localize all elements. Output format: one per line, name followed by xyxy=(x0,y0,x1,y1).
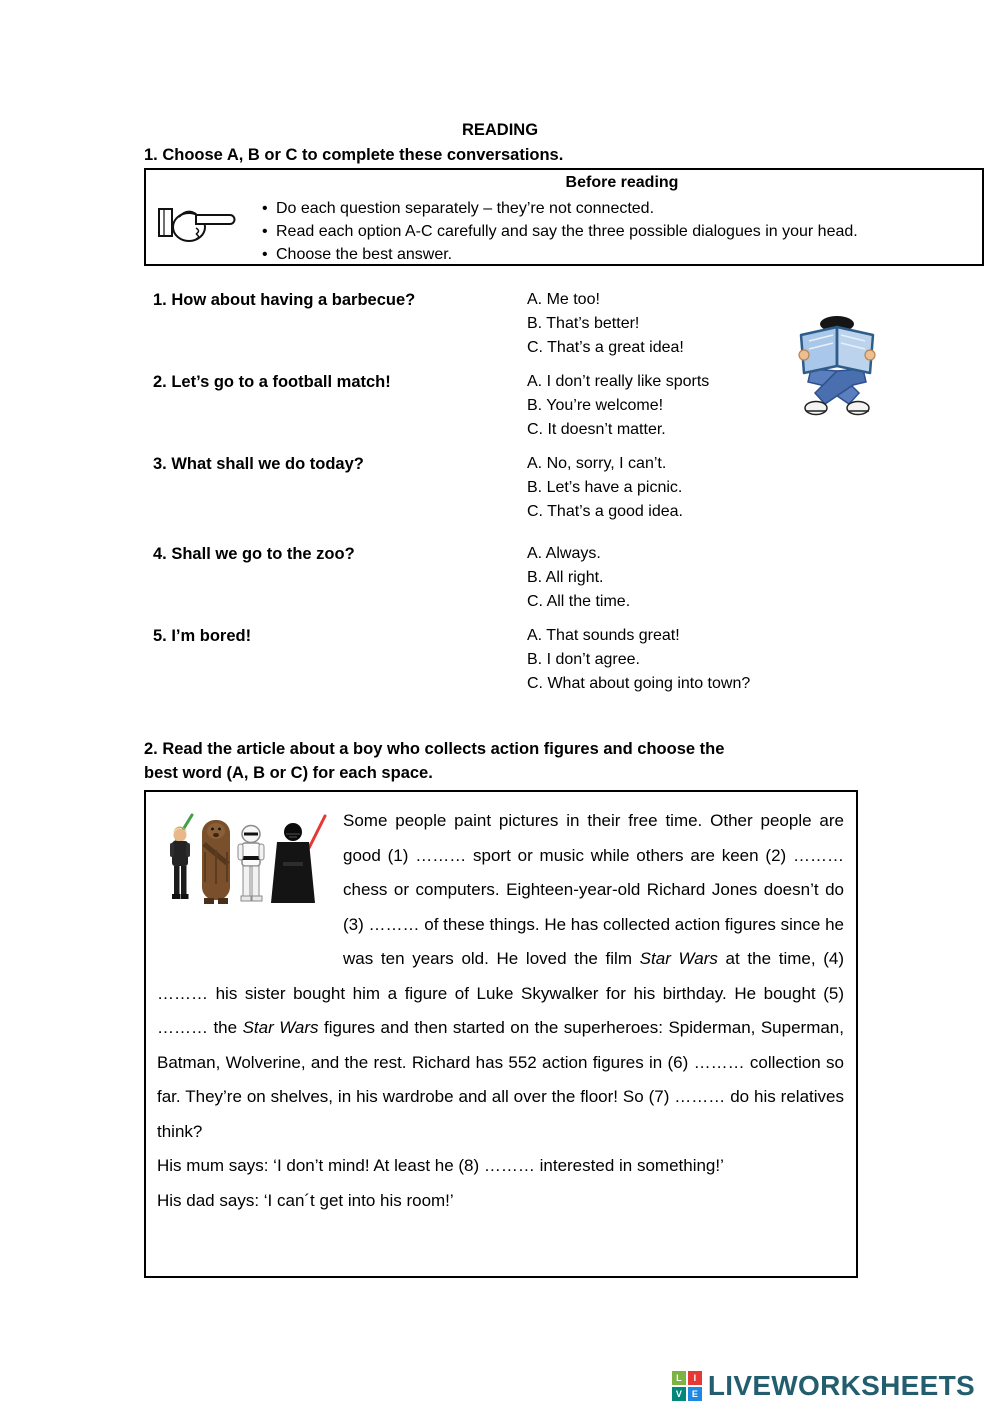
questions-list xyxy=(153,288,873,706)
question-block xyxy=(153,452,873,524)
question-options xyxy=(527,288,684,360)
option-item: A. That sounds great! xyxy=(527,627,680,644)
bullet-item: • Read each option A-C carefully and say the three possible dialogues in your head. xyxy=(262,220,972,243)
article-mum-line: His mum says: ‘I don’t mind! At least he (8) ……… interested in something!’ xyxy=(157,1156,724,1175)
option-item: C. It doesn’t matter. xyxy=(527,421,666,438)
logo-square: E xyxy=(688,1387,702,1401)
option-item: C. What about going into town? xyxy=(527,675,751,692)
question-text: 4. Shall we go to the zoo? xyxy=(153,545,355,563)
option-item: A. No, sorry, I can’t. xyxy=(527,455,667,472)
article-segment-italic: Star Wars xyxy=(242,1018,319,1037)
bullet-item: • Do each question separately – they’re not connected. xyxy=(262,197,972,220)
option-item: A. I don’t really like sports xyxy=(527,373,710,390)
question-text: 1. How about having a barbecue? xyxy=(153,291,416,309)
question-block xyxy=(153,542,873,614)
before-reading-bullets xyxy=(262,197,972,267)
star-wars-action-figures-image xyxy=(157,804,335,969)
child-reading-book-illustration xyxy=(793,310,881,422)
question-block xyxy=(153,624,873,696)
question-text: 2. Let’s go to a football match! xyxy=(153,373,391,391)
option-item: A. Me too! xyxy=(527,291,600,308)
article-dad-line: His dad says: ‘I can´t get into his room!’ xyxy=(157,1190,454,1210)
article-segment: figures and then started on the superheroes: Spiderman, Superman, Batman, Wolverine, and the rest. Richard has 552 action figures in (6) ……… collection so far. They’re on shelves, in his wardrobe and all over the floor! So (7) ……… do his relatives think? xyxy=(157,1018,844,1141)
option-item: A. Always. xyxy=(527,545,601,562)
liveworksheets-logo-icon xyxy=(672,1371,702,1401)
liveworksheets-brand-text: LIVEWORKSHEETS xyxy=(707,1370,975,1401)
section2-heading-line2: best word (A, B or C) for each space. xyxy=(144,763,433,782)
article-segment: at the time, (4) ……… his sister bought him a figure of Luke Skywalker for his birthday. He bought (5) ……… the xyxy=(157,949,845,1037)
logo-square: I xyxy=(688,1371,702,1385)
bullet-item: • Choose the best answer. xyxy=(262,243,972,266)
pointing-hand-icon xyxy=(156,196,242,254)
option-item: B. That’s better! xyxy=(527,315,640,332)
question-options xyxy=(527,370,709,442)
question-options xyxy=(527,624,750,696)
logo-square: L xyxy=(672,1371,686,1385)
section2-heading xyxy=(144,738,904,785)
question-text: 5. I’m bored! xyxy=(153,627,252,645)
option-item: C. That’s a good idea. xyxy=(527,503,683,520)
option-item: C. All the time. xyxy=(527,593,631,610)
option-item: B. I don’t agree. xyxy=(527,651,640,668)
logo-square: V xyxy=(672,1387,686,1401)
option-item: B. All right. xyxy=(527,569,604,586)
before-reading-box xyxy=(144,168,984,266)
option-item: B. You’re welcome! xyxy=(527,397,664,414)
article-segment: Some people paint pictures in their free time. Other people are good (1) ……… sport or music while others are keen (2) ……… chess or computers. Eighteen-year-old Richard Jones doesn’t do (3) ……… of these things. He has collected action figures since he was ten years old. He loved the film xyxy=(343,811,844,968)
section2-heading-line1: 2. Read the article about a boy who collects action figures and choose the xyxy=(144,740,725,758)
question-options xyxy=(527,542,630,614)
article-box xyxy=(144,790,858,1278)
liveworksheets-logo[interactable] xyxy=(672,1370,975,1402)
option-item: C. That’s a great idea! xyxy=(527,339,684,356)
option-item: B. Let’s have a picnic. xyxy=(527,479,683,496)
question-text: 3. What shall we do today? xyxy=(153,455,364,473)
section1-heading: 1. Choose A, B or C to complete these conversations. xyxy=(144,146,564,164)
before-reading-title: Before reading xyxy=(565,174,679,191)
article-segment-italic: Star Wars xyxy=(639,949,718,968)
page-title: READING xyxy=(461,121,539,139)
question-block xyxy=(153,288,873,360)
question-options xyxy=(527,452,683,524)
question-block xyxy=(153,370,873,442)
